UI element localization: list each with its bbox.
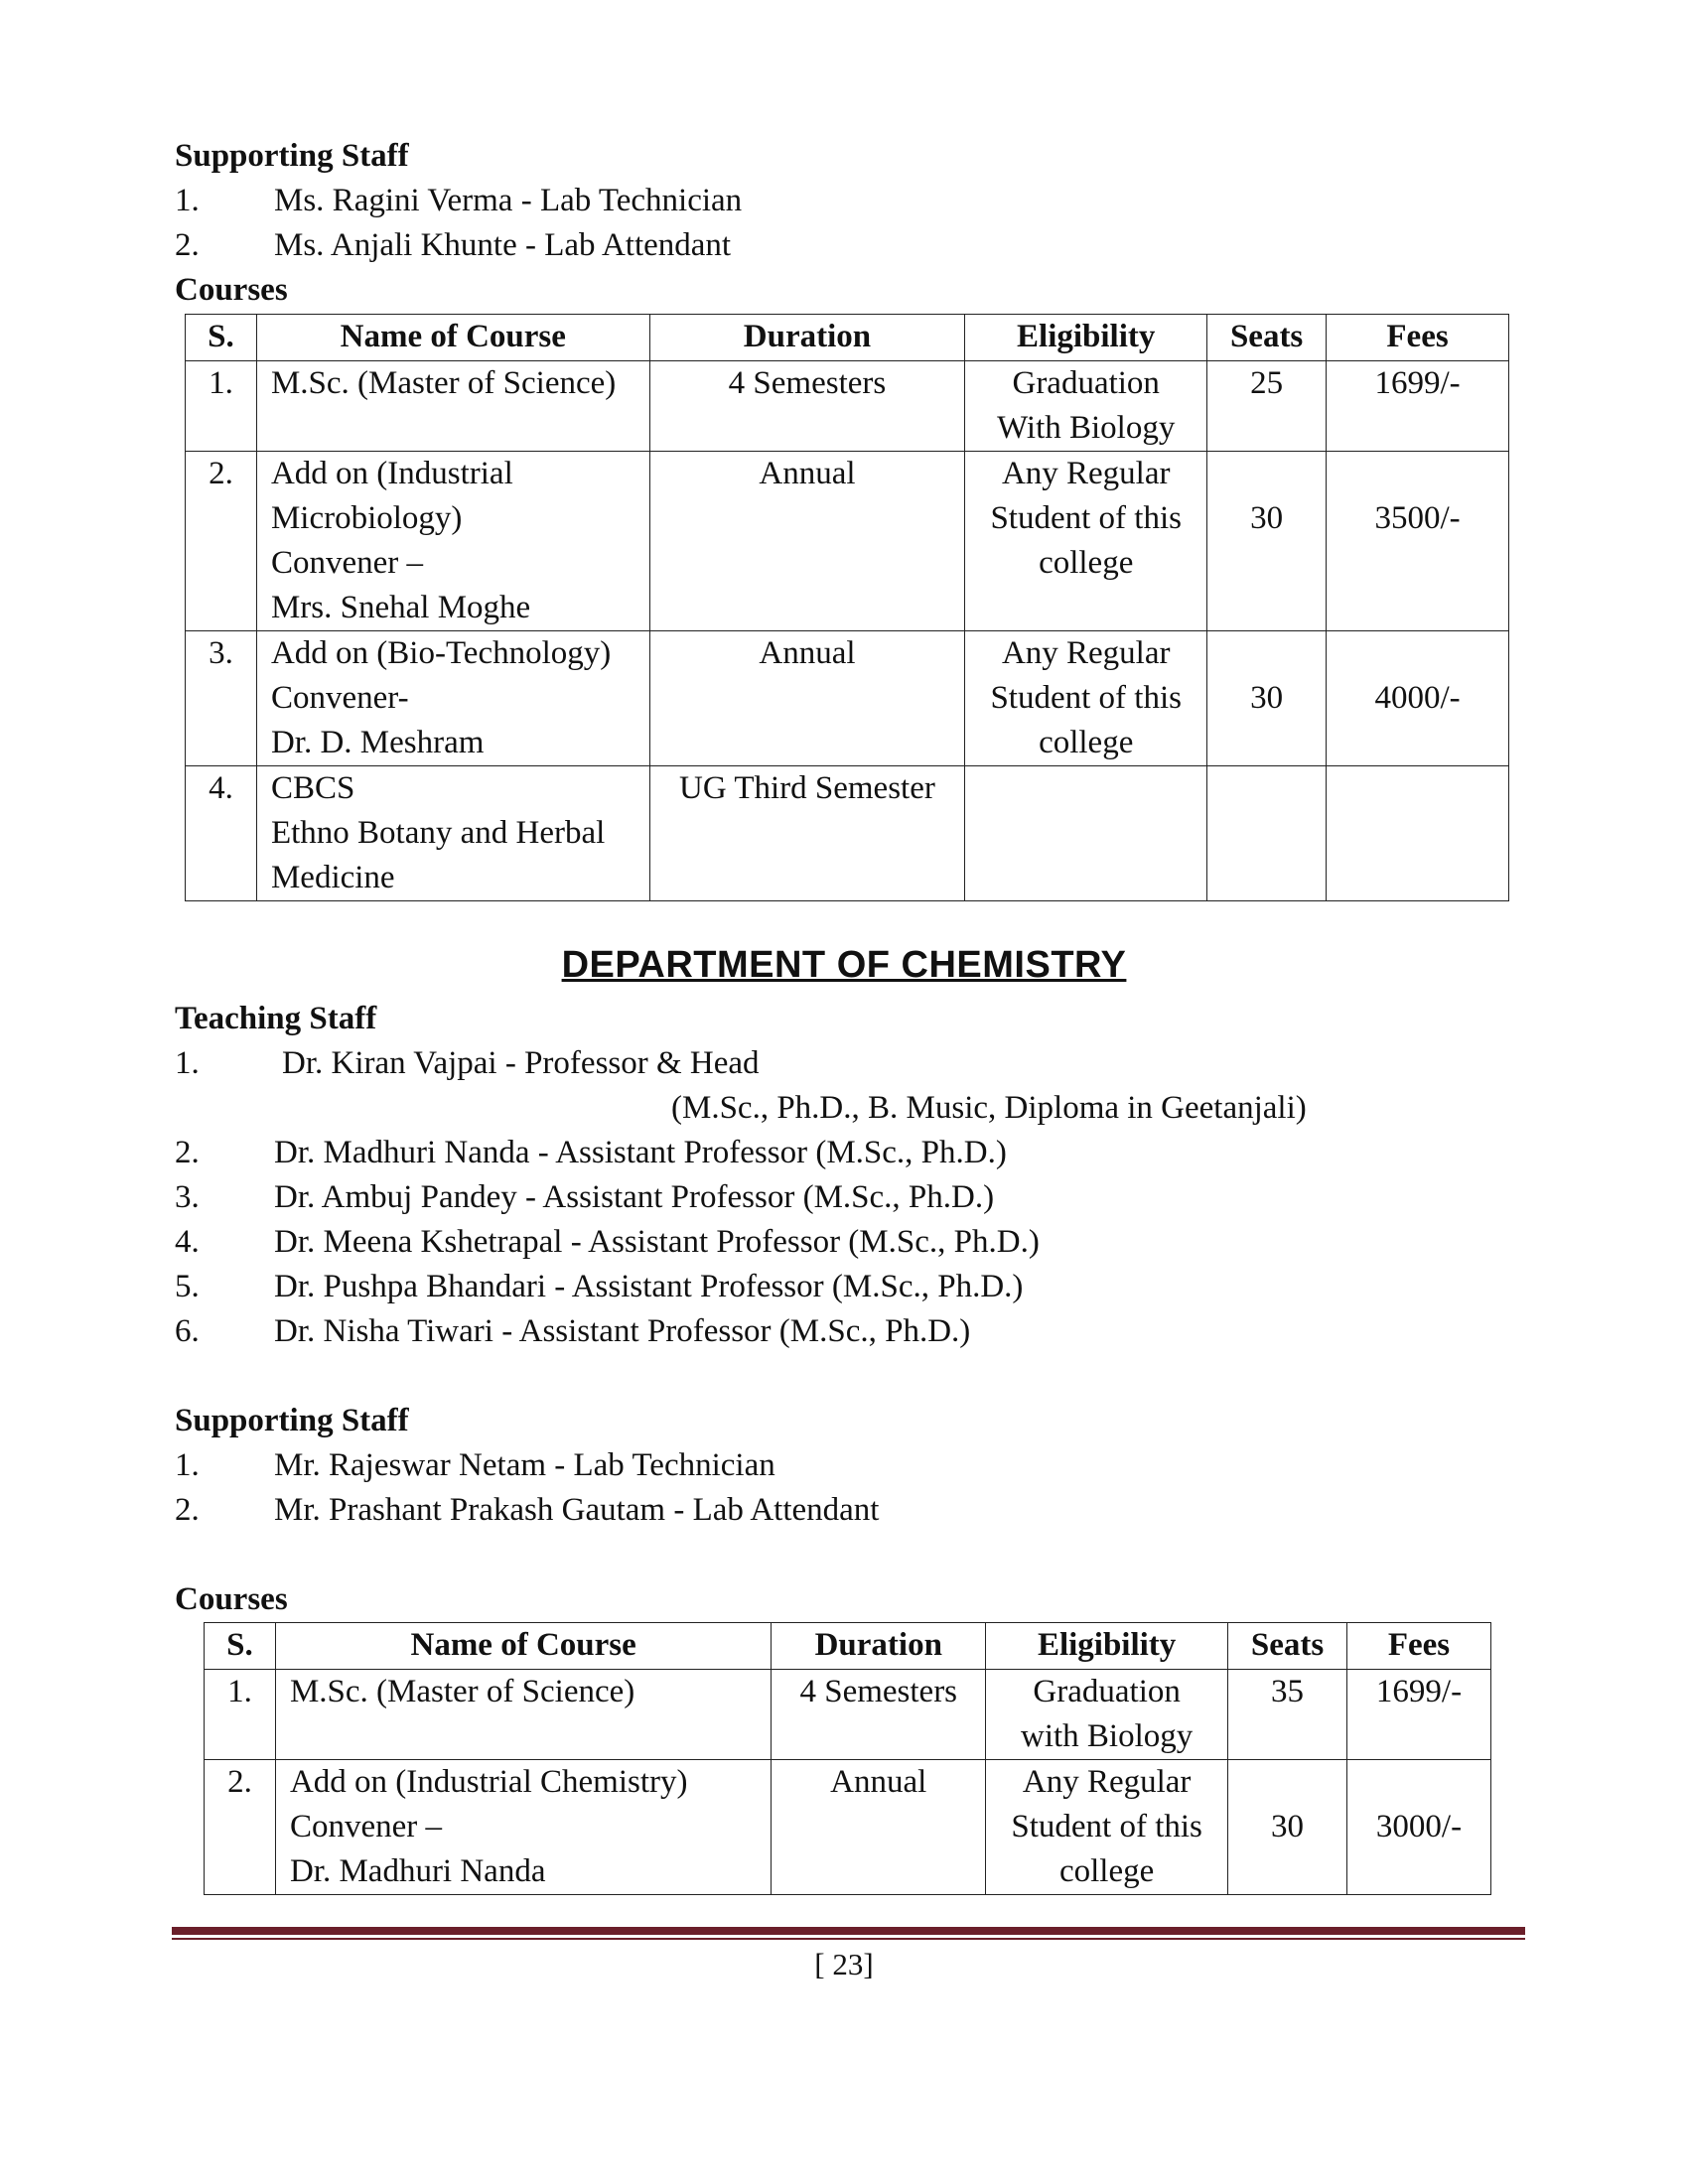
list-number: 3. bbox=[175, 1179, 200, 1215]
eligibility-line: college bbox=[1039, 725, 1134, 760]
list-number: 1. bbox=[175, 1447, 200, 1483]
cell-duration: 4 Semesters bbox=[649, 361, 965, 452]
cell-name bbox=[256, 361, 649, 452]
list-number: 6. bbox=[175, 1313, 200, 1349]
cell-s: 4. bbox=[186, 766, 257, 901]
cell-name bbox=[256, 766, 649, 901]
qualification-text: (M.Sc., Ph.D., B. Music, Diploma in Geetanjali) bbox=[671, 1090, 1307, 1126]
teaching-staff-heading: Teaching Staff bbox=[175, 1001, 377, 1036]
cell-eligibility bbox=[986, 1670, 1228, 1760]
list-number: 2. bbox=[175, 1492, 200, 1528]
header-name: Name of Course bbox=[275, 1623, 771, 1670]
cell-s: 1. bbox=[205, 1670, 276, 1760]
eligibility-line: Any Regular bbox=[1022, 1764, 1192, 1800]
name-line: CBCS bbox=[270, 770, 355, 806]
name-line: Mrs. Snehal Moghe bbox=[270, 590, 531, 625]
cell-name bbox=[256, 631, 649, 766]
cell-fees bbox=[1327, 766, 1509, 901]
eligibility-line: Any Regular bbox=[1001, 635, 1171, 671]
header-eligibility: Eligibility bbox=[986, 1623, 1228, 1670]
table-row bbox=[186, 766, 1509, 901]
cell-seats bbox=[1207, 631, 1327, 766]
cell-seats bbox=[1207, 452, 1327, 631]
department-title: DEPARTMENT OF CHEMISTRY bbox=[561, 944, 1127, 986]
list-number: 1. bbox=[175, 1045, 200, 1081]
list-number: 2. bbox=[175, 1135, 200, 1170]
cell-name bbox=[275, 1760, 771, 1895]
cell-s: 2. bbox=[186, 452, 257, 631]
cell-name bbox=[275, 1670, 771, 1760]
page-number: [ 23] bbox=[814, 1947, 874, 1981]
list-number: 1. bbox=[175, 183, 200, 218]
table-header-row bbox=[205, 1623, 1491, 1670]
list-text: Dr. Nisha Tiwari - Assistant Professor (M.Sc., Ph.D.) bbox=[274, 1313, 971, 1349]
list-text: Ms. Anjali Khunte - Lab Attendant bbox=[274, 227, 732, 263]
cell-eligibility bbox=[965, 361, 1207, 452]
table-row bbox=[186, 631, 1509, 766]
list-text: Dr. Ambuj Pandey - Assistant Professor (M.Sc., Ph.D.) bbox=[274, 1179, 995, 1215]
list-text: Dr. Pushpa Bhandari - Assistant Professor (M.Sc., Ph.D.) bbox=[274, 1269, 1024, 1304]
cell-fees: 1699/- bbox=[1347, 1670, 1491, 1760]
cell-duration: Annual bbox=[649, 452, 965, 631]
supporting-staff-heading: Supporting Staff bbox=[175, 1403, 409, 1438]
eligibility-line: Graduation bbox=[1033, 1674, 1181, 1709]
name-line: Microbiology) bbox=[270, 500, 463, 536]
courses-heading: Courses bbox=[175, 1581, 288, 1617]
cell-seats: 35 bbox=[1228, 1670, 1347, 1760]
list-number: 2. bbox=[175, 227, 200, 263]
name-line: M.Sc. (Master of Science) bbox=[289, 1674, 635, 1709]
name-line: Add on (Industrial bbox=[270, 456, 513, 491]
cell-duration: UG Third Semester bbox=[649, 766, 965, 901]
list-number: 5. bbox=[175, 1269, 200, 1304]
list-text: Mr. Prashant Prakash Gautam - Lab Attendant bbox=[274, 1492, 880, 1528]
header-seats: Seats bbox=[1228, 1623, 1347, 1670]
header-fees: Fees bbox=[1347, 1623, 1491, 1670]
seats-value: 30 bbox=[1271, 1809, 1305, 1844]
header-name: Name of Course bbox=[256, 315, 649, 361]
footer-divider bbox=[172, 1927, 1525, 1935]
eligibility-line: college bbox=[1058, 1853, 1155, 1889]
table-row bbox=[186, 452, 1509, 631]
eligibility-line: with Biology bbox=[1020, 1718, 1194, 1754]
cell-eligibility bbox=[965, 631, 1207, 766]
header-fees: Fees bbox=[1327, 315, 1509, 361]
cell-s: 2. bbox=[205, 1760, 276, 1895]
list-text: Dr. Kiran Vajpai - Professor & Head bbox=[282, 1045, 760, 1081]
cell-fees bbox=[1347, 1760, 1491, 1895]
eligibility-line: Student of this bbox=[1011, 1809, 1202, 1844]
name-line: Ethno Botany and Herbal bbox=[270, 815, 606, 851]
name-line: Convener – bbox=[289, 1809, 442, 1844]
fees-value: 3500/- bbox=[1374, 500, 1461, 536]
cell-duration: Annual bbox=[772, 1760, 986, 1895]
eligibility-line: Graduation bbox=[1012, 365, 1160, 401]
footer-divider-thin bbox=[172, 1938, 1525, 1940]
cell-s: 1. bbox=[186, 361, 257, 452]
name-line: Dr. D. Meshram bbox=[270, 725, 485, 760]
courses-table bbox=[204, 1622, 1491, 1895]
name-line: Convener- bbox=[270, 680, 409, 716]
cell-eligibility bbox=[965, 766, 1207, 901]
eligibility-line: Any Regular bbox=[1001, 456, 1171, 491]
name-line: M.Sc. (Master of Science) bbox=[270, 365, 617, 401]
list-text: Mr. Rajeswar Netam - Lab Technician bbox=[274, 1447, 775, 1483]
header-duration: Duration bbox=[772, 1623, 986, 1670]
header-duration: Duration bbox=[649, 315, 965, 361]
header-s: S. bbox=[205, 1623, 276, 1670]
cell-seats bbox=[1207, 766, 1327, 901]
courses-heading: Courses bbox=[175, 272, 288, 308]
list-number: 4. bbox=[175, 1224, 200, 1260]
eligibility-line: college bbox=[1039, 545, 1134, 581]
fees-value: 3000/- bbox=[1375, 1809, 1463, 1844]
table-row bbox=[205, 1670, 1491, 1760]
header-seats: Seats bbox=[1207, 315, 1327, 361]
courses-table bbox=[185, 314, 1509, 901]
cell-seats: 25 bbox=[1207, 361, 1327, 452]
name-line: Add on (Bio-Technology) bbox=[270, 635, 612, 671]
cell-duration: 4 Semesters bbox=[772, 1670, 986, 1760]
cell-fees bbox=[1327, 631, 1509, 766]
seats-value: 30 bbox=[1250, 500, 1284, 536]
header-s: S. bbox=[186, 315, 257, 361]
supporting-staff-heading: Supporting Staff bbox=[175, 138, 409, 174]
cell-name bbox=[256, 452, 649, 631]
cell-seats bbox=[1228, 1760, 1347, 1895]
list-text: Dr. Meena Kshetrapal - Assistant Professor (M.Sc., Ph.D.) bbox=[274, 1224, 1040, 1260]
cell-duration: Annual bbox=[649, 631, 965, 766]
cell-fees: 1699/- bbox=[1327, 361, 1509, 452]
cell-s: 3. bbox=[186, 631, 257, 766]
cell-eligibility bbox=[965, 452, 1207, 631]
cell-fees bbox=[1327, 452, 1509, 631]
list-text: Ms. Ragini Verma - Lab Technician bbox=[274, 183, 743, 218]
name-line: Convener – bbox=[270, 545, 423, 581]
header-eligibility: Eligibility bbox=[965, 315, 1207, 361]
list-text: Dr. Madhuri Nanda - Assistant Professor (M.Sc., Ph.D.) bbox=[274, 1135, 1007, 1170]
cell-eligibility bbox=[986, 1760, 1228, 1895]
name-line: Add on (Industrial Chemistry) bbox=[289, 1764, 688, 1800]
fees-value: 4000/- bbox=[1374, 680, 1461, 716]
eligibility-line: Student of this bbox=[990, 500, 1182, 536]
table-header-row bbox=[186, 315, 1509, 361]
seats-value: 30 bbox=[1250, 680, 1284, 716]
table-row bbox=[186, 361, 1509, 452]
table-row bbox=[205, 1760, 1491, 1895]
eligibility-line: Student of this bbox=[990, 680, 1182, 716]
eligibility-line: With Biology bbox=[997, 410, 1176, 446]
name-line: Medicine bbox=[270, 860, 395, 895]
name-line: Dr. Madhuri Nanda bbox=[289, 1853, 546, 1889]
